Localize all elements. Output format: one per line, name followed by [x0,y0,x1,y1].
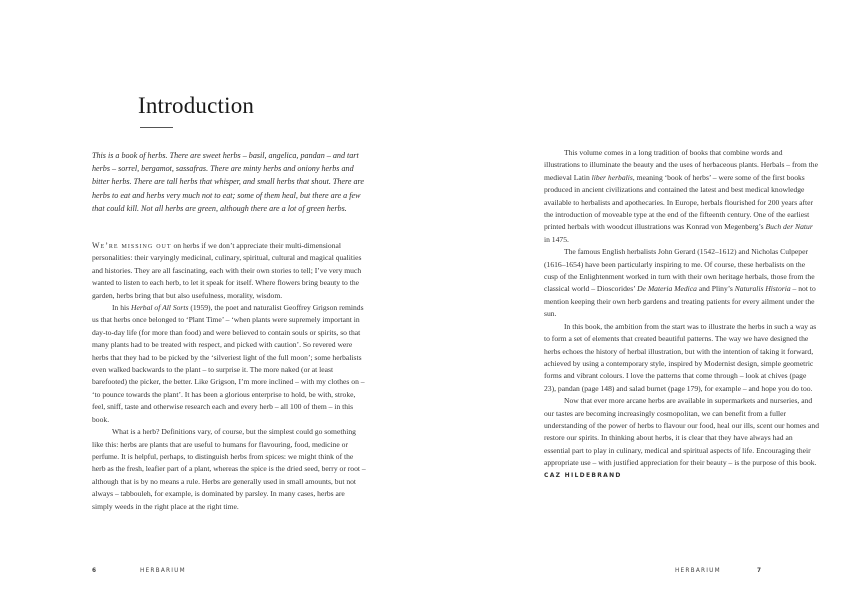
book-title-naturalis-historia: Naturalis Historia [734,284,791,294]
page-number-right [757,568,761,574]
right-p1-text-b: , meaning ‘book of herbs’ – were some of the first books produced in ancient civilizations and contained the latest and best medical knowledge available to herbalists and apothecaries. In Europe, herbals flourished for 200 years after the introduction of moveable type at the end of the fifteenth century. One of the earliest printed herbals with woodcut illustrations was Konrad von Megenberg’s [544,172,814,232]
right-p2-text-b: and Pliny’s [696,284,735,294]
right-paragraph-1 [544,147,820,246]
paragraph-2-text-a: In his [112,303,131,313]
running-head-right: HERBARIUM [675,568,721,574]
folio-number: 6 [92,568,97,574]
paragraph-2-text-b: (1959), the poet and naturalist Geoffrey Grigson reminds us that herbs once belonged to ‘Plant Time’ – ‘when plants were supremely important in day-to-day life (for more than food) and were believed to contain souls or spirits, so that many plants had to be treated with respect, and picked with caution’. So revered were herbs that they had to be picked by the ‘silveriest light of the full moon’; some herbalists even walked backwards to the plant – to surprise it. The more naked (or at least barefooted) the picker, the better. Like Grigson, I’m more inclined – with my clothes on – ‘to pounce towards the plant’. It has been a glorious enterprise to hold, be with, stroke, feel, sniff, taste and otherwise research each and every herb – all 100 of them – in this book. [92,303,365,424]
right-body-column [544,147,820,482]
latin-term: liber herbalis [591,172,633,182]
author-signoff: CAZ HILDEBRAND [544,471,622,479]
paragraph-1-text: on herbs if we don’t appreciate their multi-dimensional personalities: their varyingly medicinal, culinary, spiritual, cultural and magical qualities and histories. They are all fascinating, each with their own stories to tell; I’ve very much wanted to listen to each herb, to let it speak for itself. Where flowers bring beauty to the garden, herbs bring that but also usefulness, morality, wisdom. [92,241,362,300]
body-paragraph-1 [92,240,367,302]
book-title-de-materia-medica: De Materia Medica [637,284,697,294]
folio-number: 7 [757,568,762,574]
right-paragraph-3: In this book, the ambition from the start was to illustrate the herbs in such a way as to form a set of elements that created beautiful patterns. The way we have designed the herbs echoes the history of herbal illustration, but with the intention of taking it forward, achieved by using a contemporary style, inspired by Modernist design, simple geometric forms and vibrant colours. I love the patterns that come through – look at chives (page 23), pandan (page 148) and salad burnet (page 179), for example – and hope you do too. [544,321,817,393]
right-p1-text-c: in 1475. [544,234,569,244]
right-p2-text-c: – not to mention keeping their own herb gardens and treating patients for every ailment under the sun. [544,284,816,319]
book-title-buch-der-natur: Buch der Natur [765,222,813,232]
right-p2-text-a: The famous English herbalists John Gerard (1542–1612) and Nicholas Culpeper (1616–1654) have been particularly inspiring to me. Of course, these herbalists on the cusp of the Enlightenment worked in turn with their own heritage herbals, those from the classical world – Dioscorides’ [544,247,815,294]
right-p1-text-a: This volume comes in a long tradition of books that combine words and illustrations to illuminate the beauty and the uses of herbaceous plants. Herbals – from the medieval Latin [544,148,818,182]
body-paragraph-3: What is a herb? Definitions vary, of course, but the simplest could go something like this: herbs are plants that are useful to humans for flavouring, food, medicine or perfume. It is helpful, perhaps, to distinguish herbs from spices: we might think of the herb as the fresh, leafier part of a plant, whereas the spice is the dried seed, berry or root – although that is by no means a rule. Herbs are generally used in small amounts, but not always – tabbouleh, for example, is dominated by parsley. In many cases, herbs are simply weeds in the right place at the right time. [92,427,366,511]
lead-in-smallcaps: We’re missing out [92,241,172,250]
book-title-herbal-of-all-sorts: Herbal of All Sorts [130,303,189,313]
left-body-column [92,240,367,513]
right-paragraph-2 [544,246,820,320]
body-paragraph-2 [92,302,367,426]
running-head-left: HERBARIUM [140,568,186,574]
page-title: Introduction [138,93,255,118]
right-page [427,0,854,600]
title-rule [140,127,173,128]
page-number-left [92,568,96,574]
intro-paragraph: This is a book of herbs. There are sweet herbs – basil, angelica, pandan – and tart herbs – sorrel, bergamot, sassafras. There are minty herbs and oniony herbs and bitter herbs. There are tall herbs that whisper, and small herbs that shout. There are herbs to eat and herbs very much not to eat; some of them heal, but there are a few that could kill. Not all herbs are green, although there are a lot of green herbs. [92,151,364,213]
right-paragraph-4: Now that ever more arcane herbs are available in supermarkets and nurseries, and our tastes are becoming increasingly cosmopolitan, we can benefit from a fuller understanding of the power of herbs to flavour our food, heal our ills, scent our homes and restore our spirits. In thinking about herbs, it is clear that they have always had an essential part to play in culinary, medical and spiritual aspects of life. Encouraging their appropriate use – with justified appreciation for their beauty – is the purpose of this book. [544,396,819,468]
